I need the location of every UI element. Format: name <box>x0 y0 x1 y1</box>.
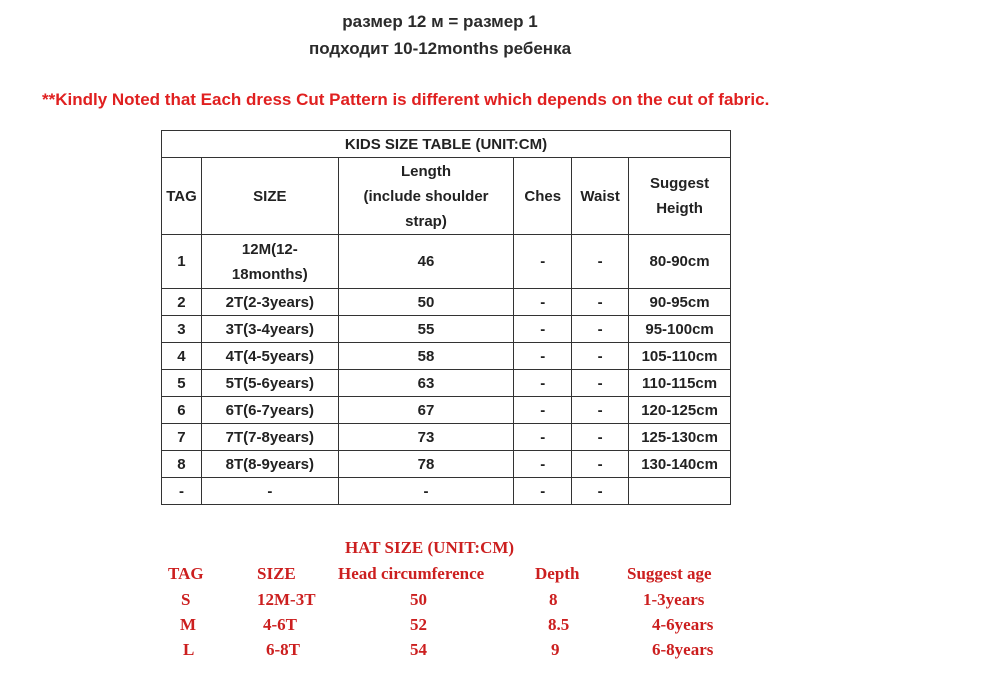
cut-pattern-note: **Kindly Noted that Each dress Cut Pattern is different which depends on the cut of fabric. <box>42 90 770 109</box>
kids-table-body <box>162 235 731 505</box>
table-cell: 5 <box>162 370 202 397</box>
table-cell: - <box>514 424 572 451</box>
hat-cell: 1-3years <box>643 590 705 609</box>
table-cell: - <box>162 478 202 505</box>
table-cell: - <box>514 397 572 424</box>
hat-cell: SIZE <box>257 564 296 583</box>
table-cell: 1 <box>162 235 202 289</box>
table-cell: 63 <box>338 370 514 397</box>
kids-col-header: Ches <box>514 158 572 235</box>
kids-col-header: SIZE <box>201 158 338 235</box>
table-row <box>162 370 731 397</box>
table-cell: 2 <box>162 289 202 316</box>
table-cell: 5T(5-6years) <box>201 370 338 397</box>
table-cell: 130-140cm <box>629 451 731 478</box>
table-cell: - <box>201 478 338 505</box>
table-cell: - <box>572 289 629 316</box>
table-cell: 7 <box>162 424 202 451</box>
table-cell: 120-125cm <box>629 397 731 424</box>
table-cell: - <box>514 478 572 505</box>
hat-cell: 50 <box>410 590 427 609</box>
table-cell: 78 <box>338 451 514 478</box>
hat-cell: 52 <box>410 615 427 634</box>
hat-cell: Head circumference <box>338 564 485 583</box>
kids-col-header: Waist <box>572 158 629 235</box>
hat-cell: Depth <box>535 564 580 583</box>
hat-table-row <box>0 615 1000 639</box>
table-row <box>162 235 731 289</box>
hat-cell: M <box>180 615 197 634</box>
hat-cell: 9 <box>551 640 560 659</box>
table-cell: 58 <box>338 343 514 370</box>
hat-cell: 6-8years <box>652 640 714 659</box>
table-cell: 110-115cm <box>629 370 731 397</box>
table-cell: 105-110cm <box>629 343 731 370</box>
table-cell: 90-95cm <box>629 289 731 316</box>
hat-cell: 8.5 <box>548 615 570 634</box>
kids-col-header: Suggest Heigth <box>629 158 731 235</box>
kids-table-header <box>162 158 731 235</box>
hat-cell: 4-6T <box>263 615 297 634</box>
table-cell: 12M(12- 18months) <box>201 235 338 289</box>
hat-cell: 4-6years <box>652 615 714 634</box>
table-cell: - <box>572 316 629 343</box>
table-cell: 80-90cm <box>629 235 731 289</box>
table-cell: - <box>572 370 629 397</box>
table-cell: - <box>572 235 629 289</box>
table-cell: 6 <box>162 397 202 424</box>
table-row <box>162 397 731 424</box>
kids-size-table <box>161 130 731 505</box>
table-cell: - <box>514 235 572 289</box>
kids-col-header: Length (include shoulder strap) <box>338 158 514 235</box>
hat-cell: 8 <box>549 590 558 609</box>
table-cell: 125-130cm <box>629 424 731 451</box>
table-cell: 55 <box>338 316 514 343</box>
table-row <box>162 451 731 478</box>
table-cell: - <box>338 478 514 505</box>
kids-col-header: TAG <box>162 158 202 235</box>
hat-table-row <box>0 590 1000 614</box>
table-cell: - <box>514 343 572 370</box>
table-cell: - <box>514 370 572 397</box>
table-cell: 7T(7-8years) <box>201 424 338 451</box>
hat-cell: S <box>181 590 191 609</box>
table-cell: 67 <box>338 397 514 424</box>
table-cell: - <box>572 397 629 424</box>
table-cell: - <box>572 451 629 478</box>
title-line-1: размер 12 м = размер 1 <box>342 12 538 31</box>
table-cell: - <box>572 343 629 370</box>
table-cell: - <box>572 478 629 505</box>
table-cell: 95-100cm <box>629 316 731 343</box>
hat-cell: 12M-3T <box>257 590 316 609</box>
table-cell: 4T(4-5years) <box>201 343 338 370</box>
table-cell <box>629 478 731 505</box>
table-cell: - <box>514 316 572 343</box>
title-line-2: подходит 10-12months ребенка <box>308 39 572 58</box>
table-cell: - <box>514 289 572 316</box>
table-row <box>162 424 731 451</box>
table-cell: 3 <box>162 316 202 343</box>
table-cell: 50 <box>338 289 514 316</box>
hat-table-header <box>0 564 1000 588</box>
hat-cell: Suggest age <box>627 564 712 583</box>
hat-table-row <box>0 640 1000 664</box>
table-cell: - <box>572 424 629 451</box>
table-cell: 73 <box>338 424 514 451</box>
table-cell: 4 <box>162 343 202 370</box>
table-cell: 3T(3-4years) <box>201 316 338 343</box>
table-row <box>162 316 731 343</box>
table-row <box>162 289 731 316</box>
table-row <box>162 343 731 370</box>
table-cell: 8T(8-9years) <box>201 451 338 478</box>
hat-table-title: HAT SIZE (UNIT:CM) <box>345 538 515 557</box>
table-cell: 8 <box>162 451 202 478</box>
table-row <box>162 478 731 505</box>
hat-cell: 54 <box>410 640 427 659</box>
hat-cell: 6-8T <box>266 640 300 659</box>
table-cell: 46 <box>338 235 514 289</box>
table-cell: 6T(6-7years) <box>201 397 338 424</box>
table-cell: 2T(2-3years) <box>201 289 338 316</box>
kids-table-title: KIDS SIZE TABLE (UNIT:CM) <box>162 131 731 158</box>
hat-cell: TAG <box>168 564 204 583</box>
hat-cell: L <box>183 640 195 659</box>
table-cell: - <box>514 451 572 478</box>
